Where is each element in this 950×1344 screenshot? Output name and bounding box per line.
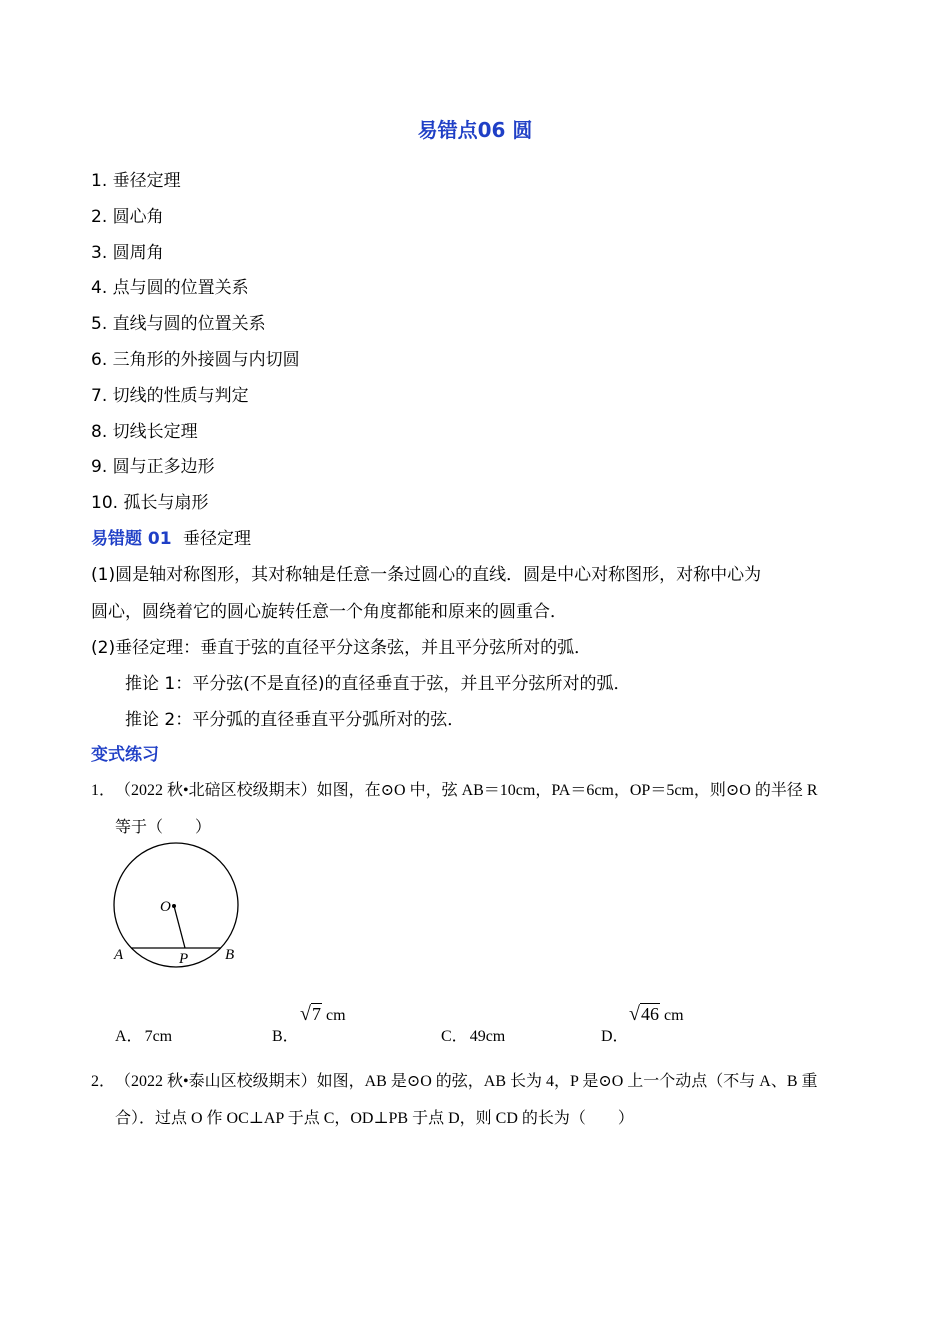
circle-figure [105, 840, 250, 970]
label-o: O [160, 899, 171, 915]
sqrt-icon: √ [300, 1003, 311, 1025]
toc-item: 10. 孤长与扇形 [91, 493, 209, 513]
question-text: （2022 秋•北碚区校级期末）如图，在⊙O 中，弦 AB＝10cm，PA＝6cm，OP＝5cm，则⊙O 的半径 R [115, 782, 818, 799]
toc-item: 5. 直线与圆的位置关系 [91, 314, 266, 334]
option-c[interactable]: C． 49cm [441, 1028, 506, 1045]
center-point [172, 904, 176, 908]
option-d-label[interactable]: D． [601, 1028, 629, 1045]
page-title: 易错点06 圆 [417, 118, 533, 142]
question-text: （2022 秋•泰山区校级期末）如图，AB 是⊙O 的弦，AB 长为 4，P 是⊙O 上一个动点（不与 A、B 重 [115, 1073, 818, 1090]
toc-item: 2. 圆心角 [91, 207, 164, 227]
toc-item: 4. 点与圆的位置关系 [91, 278, 249, 298]
toc-item: 9. 圆与正多边形 [91, 457, 215, 477]
practice-heading: 变式练习 [91, 745, 159, 765]
section-paragraph: (2)垂径定理：垂直于弦的直径平分这条弦，并且平分弦所对的弧． [91, 638, 592, 658]
sqrt-icon: √ [629, 1003, 640, 1025]
option-d-value: √46 cm [629, 1003, 684, 1025]
corollary-1: 推论 1：平分弦(不是直径)的直径垂直于弦，并且平分弦所对的弧． [125, 674, 631, 694]
question-number: 2． [91, 1073, 116, 1090]
corollary-2: 推论 2：平分弧的直径垂直平分弧所对的弦． [125, 710, 465, 730]
section-name: 垂径定理 [182, 529, 251, 549]
question-text: 等于（ ） [115, 819, 212, 836]
question-text: 合）．过点 O 作 OC⊥AP 于点 C，OD⊥PB 于点 D，则 CD 的长为（ ） [115, 1110, 634, 1127]
toc-item: 7. 切线的性质与判定 [91, 386, 249, 406]
option-a[interactable]: A． 7cm [115, 1028, 173, 1045]
toc-item: 1. 垂径定理 [91, 171, 181, 191]
toc-item: 8. 切线长定理 [91, 422, 198, 442]
label-b: B [225, 947, 235, 963]
question-number: 1． [91, 782, 116, 799]
option-b-label[interactable]: B． [272, 1028, 299, 1045]
label-a: A [114, 947, 124, 963]
section-paragraph: (1)圆是轴对称图形，其对称轴是任意一条过圆心的直线．圆是中心对称图形，对称中心为 [91, 565, 762, 585]
label-p: P [179, 951, 189, 967]
section-heading [91, 524, 251, 549]
toc-item: 3. 圆周角 [91, 243, 164, 263]
segment-op [174, 906, 185, 948]
toc-item: 6. 三角形的外接圆与内切圆 [91, 350, 300, 370]
option-b-value: √7 cm [300, 1003, 346, 1025]
section-paragraph: 圆心，圆绕着它的圆心旋转任意一个角度都能和原来的圆重合． [91, 602, 567, 622]
section-label: 易错题 01 [91, 529, 172, 549]
